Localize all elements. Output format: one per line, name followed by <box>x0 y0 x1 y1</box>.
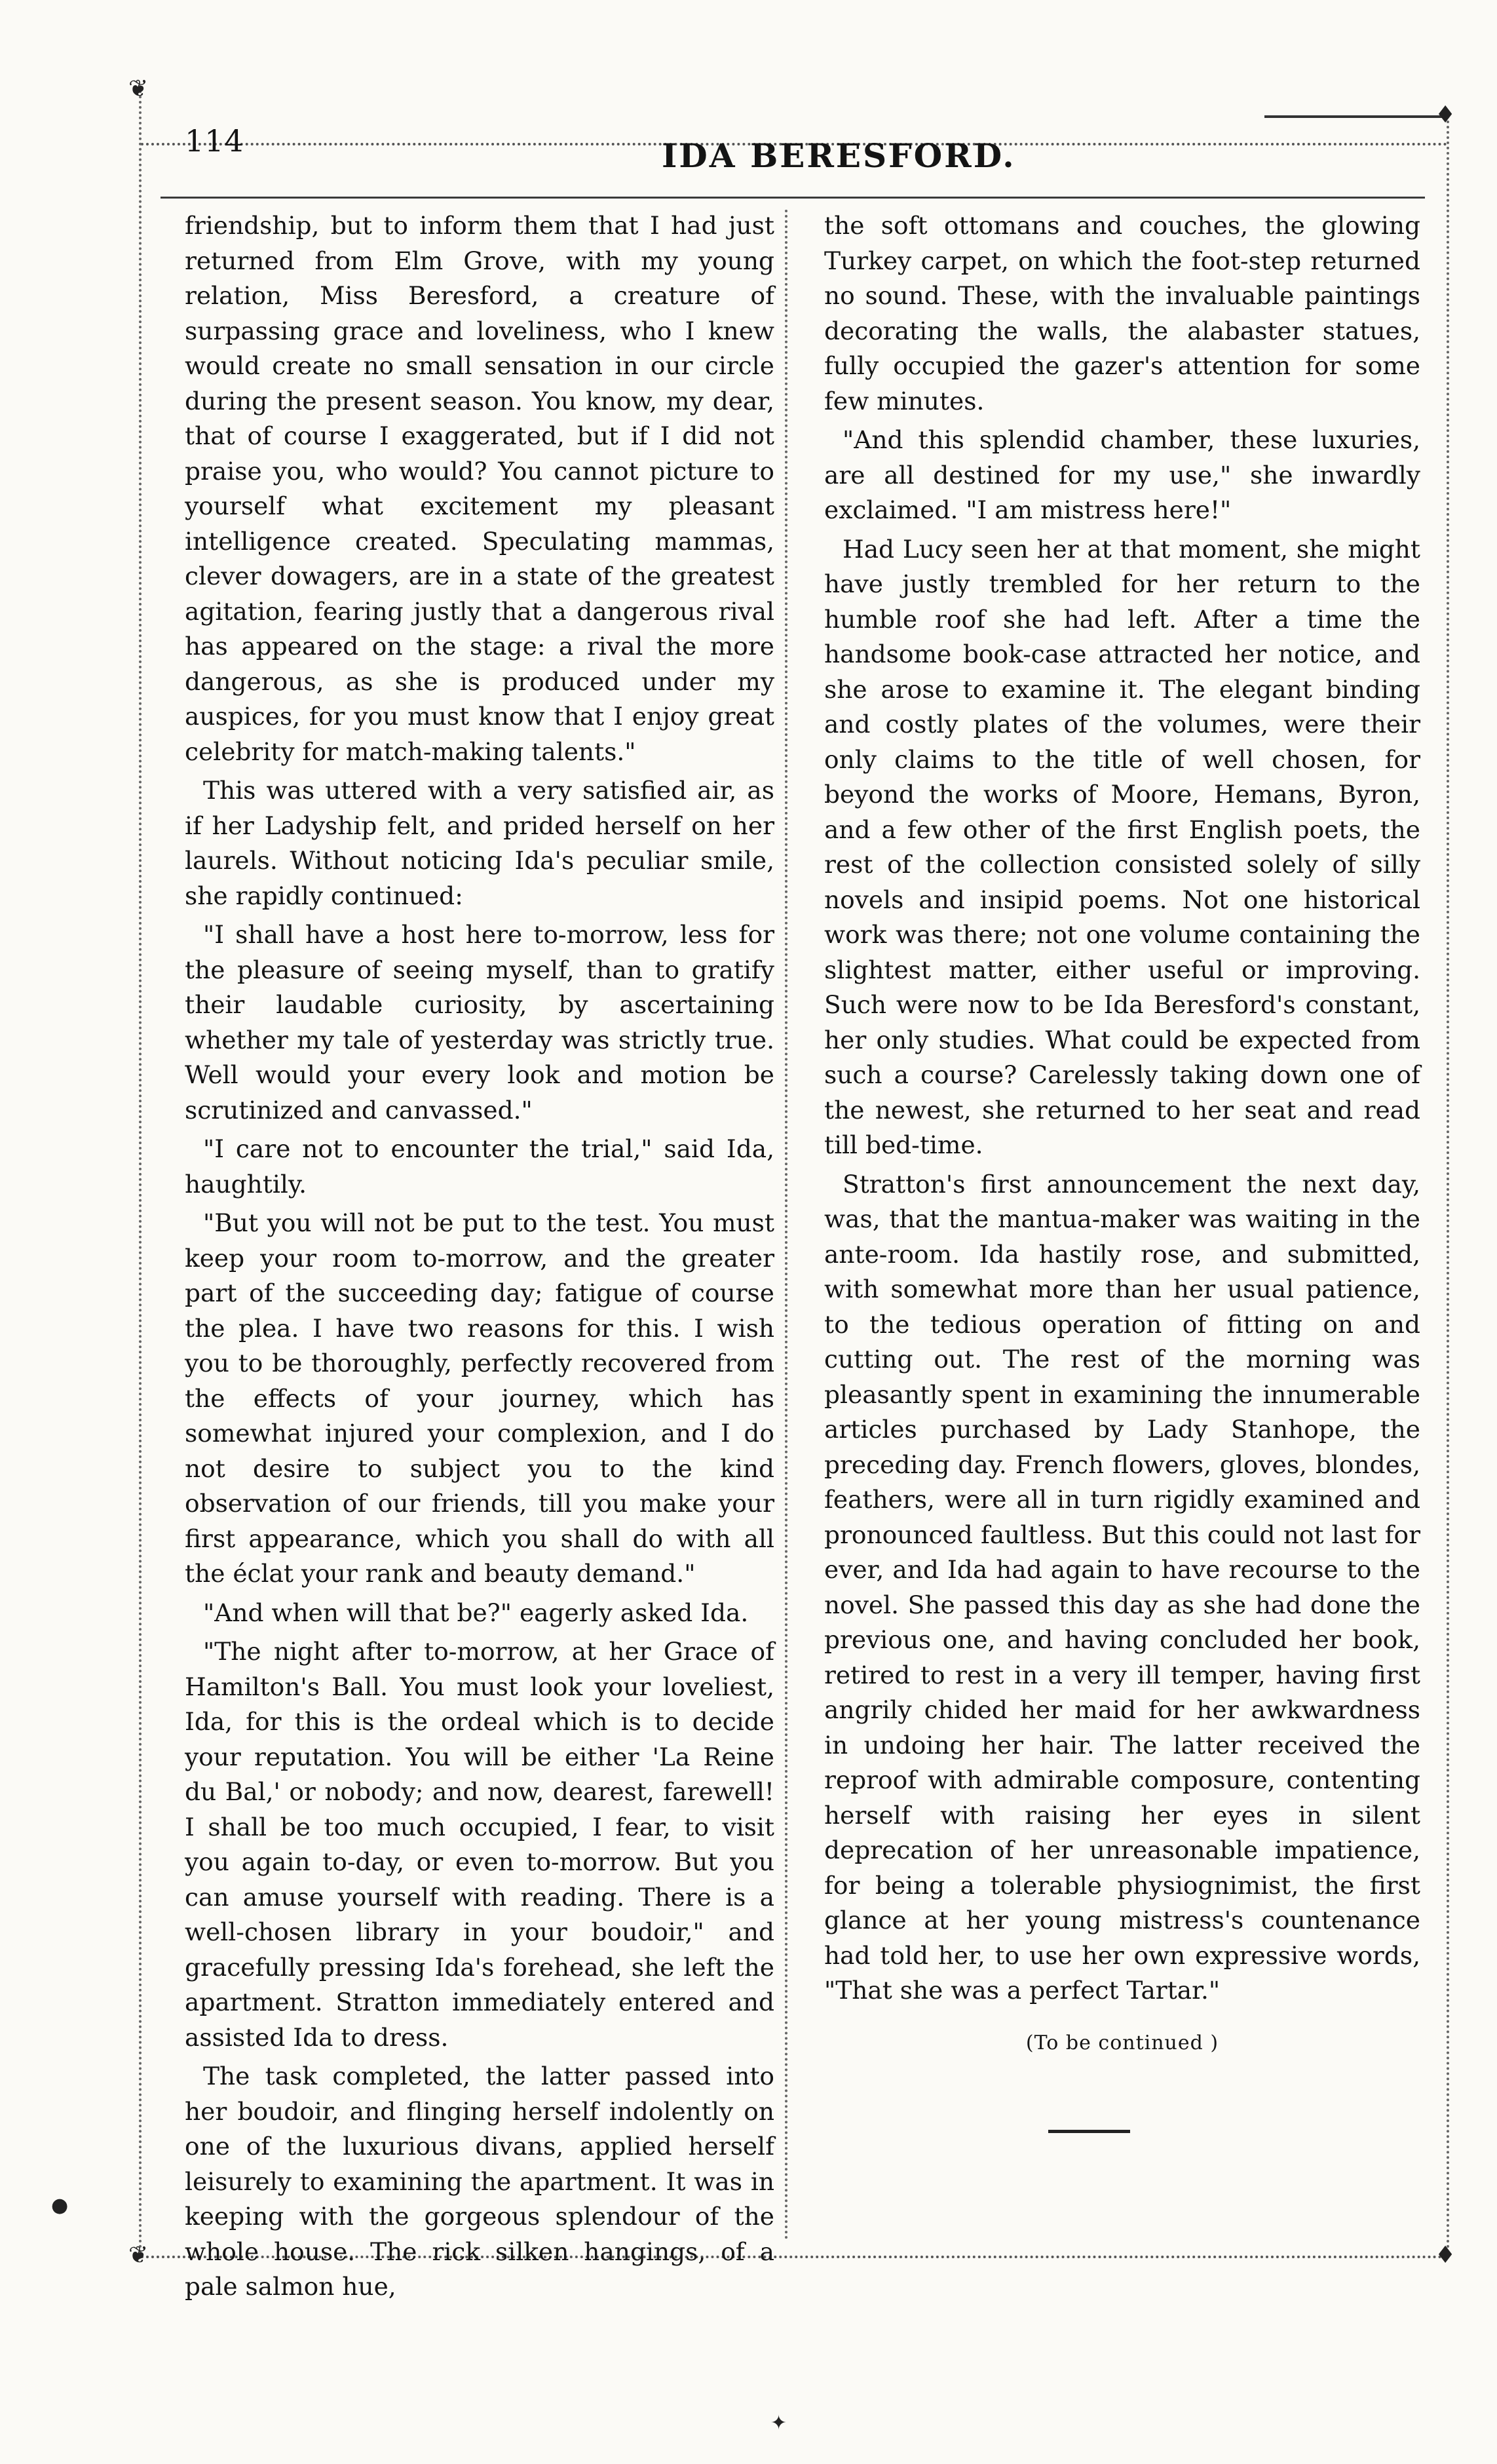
paragraph: "I care not to encounter the trial," said Ida, haughtily. <box>185 1134 774 1199</box>
page-frame-top-accent <box>1264 115 1448 118</box>
paragraph: the soft ottomans and couches, the glowing Turkey carpet, on which the foot-step returned no sound. These, with the invaluable paintings decorating the walls, the alabaster statues, fully occupied the gazer's attention for some few minutes. <box>824 211 1420 415</box>
corner-ornament-bottom-left-icon: ❦ <box>128 2242 149 2269</box>
paragraph: "And this splendid chamber, these luxuries, are all destined for my use," she inwardly exclaimed. "I am mistress here!" <box>824 425 1420 524</box>
corner-ornament-bottom-right-icon: ♦ <box>1435 2242 1456 2269</box>
page-frame-left <box>139 85 142 2256</box>
to-be-continued: (To be continued ) <box>1025 2031 1219 2054</box>
paragraph: "The night after to-morrow, at her Grace of Hamilton's Ball. You must look your loveliest, Ida, for this is the ordeal which is to decide your reputation. You will be either 'La Reine du Bal,' or nobody; and now, dearest, farewell! I shall be too much occupied, I fear, to visit you again to-day, or even to-morrow. But you can amuse yourself with reading. There is a well-chosen library in your boudoir," and gracefully pressing Ida's forehead, she left the apartment. Stratton immediately entered and assisted Ida to dress. <box>185 1637 774 2052</box>
page-number: 114 <box>185 123 244 159</box>
ink-fleck-icon: ✦ <box>770 2412 787 2435</box>
corner-ornament-top-right-icon: ♦ <box>1435 102 1456 128</box>
paragraph: Stratton's first announcement the next day, was, that the mantua-maker was waiting in the ante-room. Ida hastily rose, and submitted, with somewhat more than her usual patience, to the tedious operation of fitting on and cutting out. The rest of the morning was pleasantly spent in examining the innumerable articles purchased by Lady Stanhope, the preceding day. French flowers, gloves, blondes, feathers, were all in turn rigidly examined and pronounced faultless. But this could not last for ever, and Ida had again to have recourse to the novel. She passed this day as she had done the previous one, and having concluded her book, retired to rest in a very ill temper, having first angrily chided her maid for her awkwardness in undoing her hair. The latter received the reproof with admirable composure, contenting herself with raising her eyes in silent deprecation of her unreasonable impatience, for being a tolerable physiognimist, the first glance at her young mistress's countenance had told her, to use her own expressive words, "That she was a perfect Tartar." <box>824 1169 1420 2005</box>
header-rule <box>161 197 1425 199</box>
running-title: IDA BERESFORD. <box>662 136 1016 175</box>
corner-ornament-top-left-icon: ❦ <box>128 75 149 102</box>
paragraph: The task completed, the latter passed into her boudoir, and flinging herself indolently on one of the luxurious divans, applied herself leisurely to examining the apartment. It was in keeping with the gorgeous splendour of the whole house. The rick silken hangings, of a pale salmon hue, <box>185 2062 774 2301</box>
paragraph: friendship, but to inform them that I had just returned from Elm Grove, with my young relation, Miss Beresford, a creature of surpassing grace and loveliness, who I knew would create no small sensation in our circle during the present season. You know, my dear, that of course I exaggerated, but if I did not praise you, who would? You cannot picture to yourself what excitement my pleasant intelligence created. Speculating mammas, clever dowagers, are in a state of the greatest agitation, fearing justly that a dangerous rival has appeared on the stage: a rival the more dangerous, as she is produced under my auspices, for you must know that I enjoy great celebrity for match-making talents." <box>185 211 774 766</box>
ink-fleck-icon: ● <box>51 2194 69 2217</box>
right-column <box>824 208 1420 2060</box>
column-divider <box>785 210 787 2241</box>
paragraph: Had Lucy seen her at that moment, she might have justly trembled for her return to the humble roof she had left. After a time the handsome book-case attracted her notice, and she arose to examine it. The elegant binding and costly plates of the volumes, were their only claims to the title of well chosen, for beyond the works of Moore, Hemans, Byron, and a few other of the first English poets, the rest of the collection consisted solely of silly novels and insipid poems. Not one historical work was there; not one volume containing the slightest matter, either useful or improving. Such were now to be Ida Beresford's constant, her only studies. What could be expected from such a course? Carelessly taking down one of the newest, she returned to her seat and read till bed-time. <box>824 534 1420 1159</box>
paragraph: This was uttered with a very satisfied air, as if her Ladyship felt, and prided herself on her laurels. Without noticing Ida's peculiar smile, she rapidly continued: <box>185 776 774 910</box>
paragraph: "But you will not be put to the test. You must keep your room to-morrow, and the greater part of the succeeding day; fatigue of course the plea. I have two reasons for this. I wish you to be thoroughly, perfectly recovered from the effects of your journey, which has somewhat injured your complexion, and I do not desire to subject you to the kind observation of our friends, till you make your first appearance, which you shall do with all the éclat your rank and beauty demand." <box>185 1208 774 1588</box>
paragraph: "And when will that be?" eagerly asked Ida. <box>203 1598 749 1627</box>
page-frame-right <box>1447 115 1449 2256</box>
left-column <box>185 208 774 2309</box>
paragraph: "I shall have a host here to-morrow, less for the pleasure of seeing myself, than to gratify their laudable curiosity, by ascertaining whether my tale of yesterday was strictly true. Well would your every look and motion be scrutinized and canvassed." <box>185 920 774 1125</box>
end-rule <box>1048 2130 1130 2133</box>
